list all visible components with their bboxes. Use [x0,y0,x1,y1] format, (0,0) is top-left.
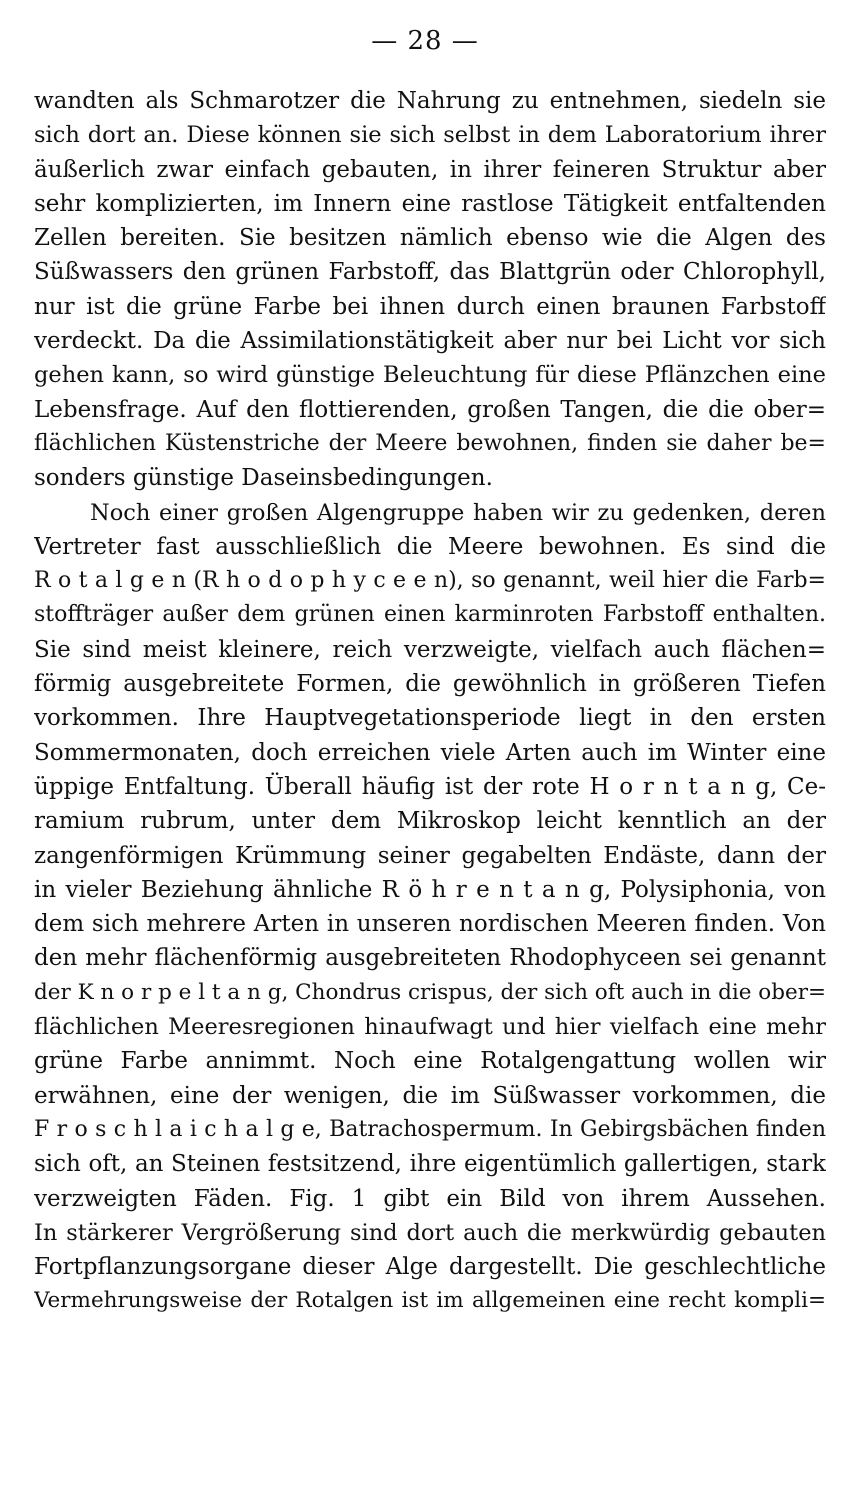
text-line: nur ist die grüne Farbe bei ihnen durch einen braunen Farbstoff [34,293,826,320]
text-line: der K n o r p e l t a n g, Chondrus crispus, der sich oft auch in die ober= [34,979,826,1005]
text-line: In stärkerer Vergrößerung sind dort auch die merkwürdig gebauten [34,1219,826,1246]
text-line: sonders günstige Daseinsbedingungen. [34,465,493,492]
text-line: den mehr flächenförmig ausgebreiteten Rhodophyceen sei genannt [34,945,826,972]
text-line: Lebensfrage. Auf den flottierenden, großen Tangen, die die ober= [34,396,826,423]
body-text [34,84,826,1319]
text-line: sich dort an. Diese können sie sich selbst in dem Laboratorium ihrer [34,122,826,149]
page-number: — 28 — [371,26,479,56]
text-line: vorkommen. Ihre Hauptvegetationsperiode liegt in den ersten [34,705,826,732]
text-line: flächlichen Küstenstriche der Meere bewohnen, finden sie daher be= [34,430,826,456]
text-line: gehen kann, so wird günstige Beleuchtung für diese Pflänzchen eine [34,362,826,389]
text-line: Zellen bereiten. Sie besitzen nämlich ebenso wie die Algen des [34,225,826,252]
text-line: Vermehrungsweise der Rotalgen ist im allgemeinen eine recht kompli= [34,1288,826,1314]
text-line: ramium rubrum, unter dem Mikroskop leicht kenntlich an der [34,808,826,835]
text-line: verzweigten Fäden. Fig. 1 gibt ein Bild von ihrem Aussehen. [34,1185,826,1212]
text-line: in vieler Beziehung ähnliche R ö h r e n t a n g, Polysiphonia, von [34,876,826,903]
text-line: äußerlich zwar einfach gebauten, in ihrer feineren Struktur aber [34,156,826,183]
text-line: zangenförmigen Krümmung seiner gegabelten Endäste, dann der [34,842,826,869]
text-line: Fortpflanzungsorgane dieser Alge dargestellt. Die geschlechtliche [34,1254,826,1281]
text-line: Vertreter fast ausschließlich die Meere bewohnen. Es sind die [34,533,826,560]
text-line: F r o s c h l a i c h a l g e, Batrachospermum. In Gebirgsbächen finden [34,1116,826,1142]
text-line: grüne Farbe annimmt. Noch eine Rotalgengattung wollen wir [34,1048,826,1075]
text-line: wandten als Schmarotzer die Nahrung zu entnehmen, siedeln sie [34,88,826,114]
text-line: stoffträger außer dem grünen einen karminroten Farbstoff enthalten. [34,602,826,628]
text-line: flächlichen Meeresregionen hinaufwagt und hier vielfach eine mehr [34,1014,826,1041]
text-line: verdeckt. Da die Assimilationstätigkeit aber nur bei Licht vor sich [34,328,826,355]
text-line: Sommermonaten, doch erreichen viele Arten auch im Winter eine [34,739,826,766]
text-line: erwähnen, eine der wenigen, die im Süßwasser vorkommen, die [34,1082,826,1109]
text-line: förmig ausgebreitete Formen, die gewöhnlich in größeren Tiefen [34,671,826,698]
text-line: sehr komplizierten, im Innern eine rastlose Tätigkeit entfaltenden [34,190,826,217]
text-line: dem sich mehrere Arten in unseren nordischen Meeren finden. Von [34,911,826,938]
text-line: üppige Entfaltung. Überall häufig ist der rote H o r n t a n g, Ce- [34,773,826,800]
text-line: R o t a l g e n (R h o d o p h y c e e n), so genannt, weil hier die Farb= [34,568,826,594]
text-line: Süßwassers den grünen Farbstoff, das Blattgrün oder Chlorophyll, [34,259,826,286]
text-line: Sie sind meist kleinere, reich verzweigte, vielfach auch flächen= [34,636,826,663]
text-line: Noch einer großen Algengruppe haben wir zu gedenken, deren [90,499,826,526]
text-line: sich oft, an Steinen festsitzend, ihre eigentümlich gallertigen, stark [34,1151,826,1178]
